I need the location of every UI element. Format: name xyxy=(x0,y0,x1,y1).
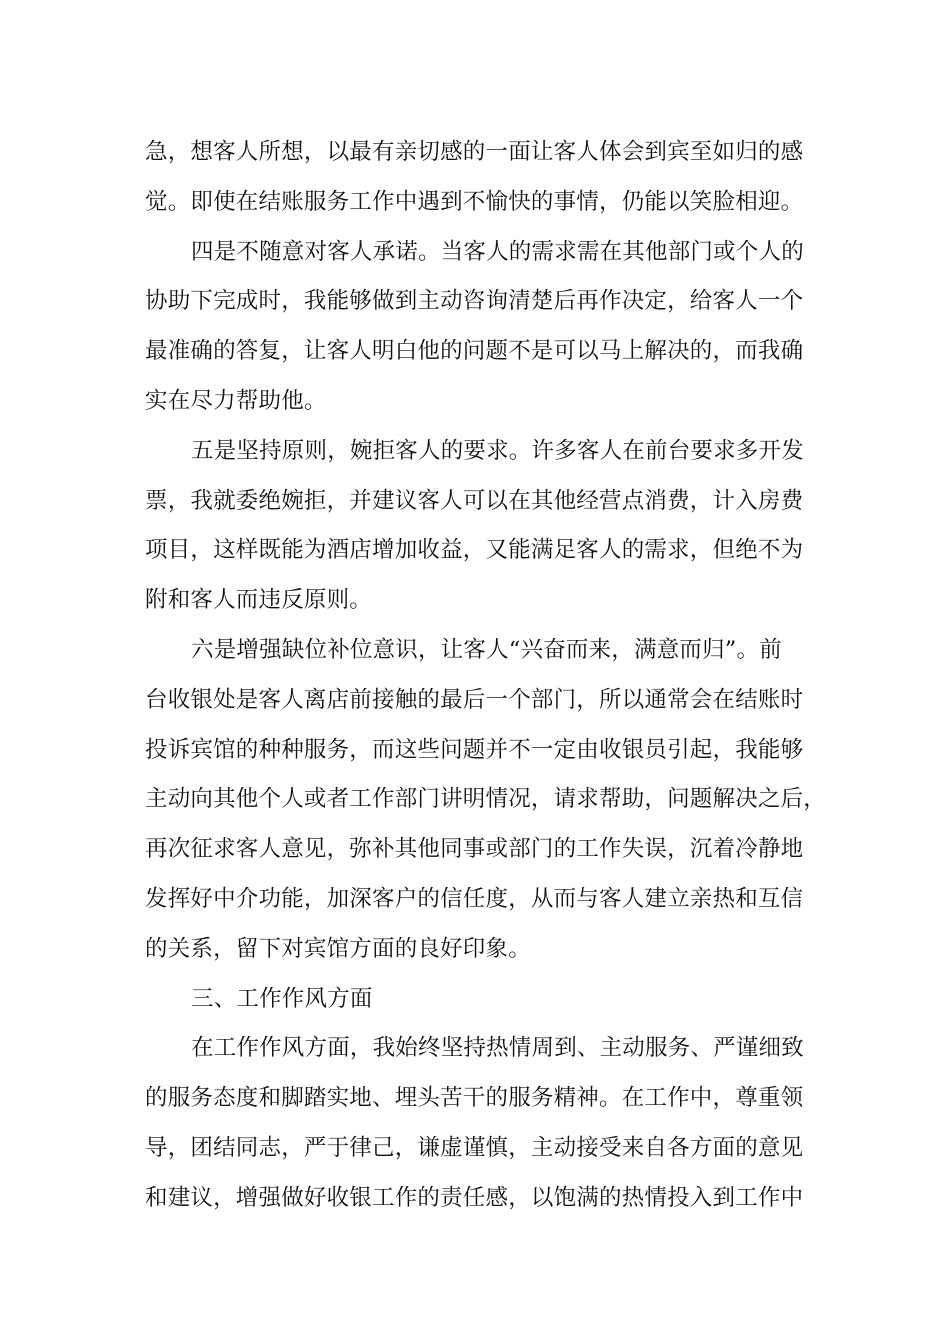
section-heading: 三、工作作风方面 xyxy=(191,985,373,1012)
text-line-15: 再次征求客人意见，弥补其他同事或部门的工作失误，沉着冷静地 xyxy=(145,836,804,863)
text-line-20: 的服务态度和脚踏实地、埋头苦干的服务精神。在工作中，尊重领 xyxy=(145,1085,804,1112)
text-line-1: 急，想客人所想，以最有亲切感的一面让客人体会到宾至如归的感 xyxy=(145,139,804,165)
text-line-22: 和建议，增强做好收银工作的责任感，以饱满的热情投入到工作中 xyxy=(145,1184,804,1211)
text-line-8: 票，我就委绝婉拒，并建议客人可以在其他经营点消费，计入房费 xyxy=(145,487,804,514)
text-line-3: 四是不随意对客人承诺。当客人的需求需在其他部门或个人的 xyxy=(191,238,804,265)
text-line-13: 投诉宾馆的种种服务，而这些问题并不一定由收银员引起，我能够 xyxy=(145,736,804,763)
text-line-14: 主动向其他个人或者工作部门讲明情况，请求帮助，问题解决之后， xyxy=(145,786,827,813)
text-line-16: 发挥好中介功能，加深客户的信任度，从而与客人建立亲热和互信 xyxy=(145,885,804,912)
text-line-6: 实在尽力帮助他。 xyxy=(145,387,327,414)
text-line-2: 觉。即使在结账服务工作中遇到不愉快的事情，仍能以笑脸相迎。 xyxy=(145,188,804,215)
text-line-12: 台收银处是客人离店前接触的最后一个部门，所以通常会在结账时 xyxy=(145,686,804,713)
text-line-21: 导，团结同志，严于律己，谦虚谨慎，主动接受来自各方面的意见 xyxy=(145,1134,804,1161)
text-line-4: 协助下完成时，我能够做到主动咨询清楚后再作决定，给客人一个 xyxy=(145,288,804,315)
text-line-11: 六是增强缺位补位意识，让客人“兴奋而来，满意而归”。前 xyxy=(191,636,782,663)
document-body xyxy=(145,128,827,1224)
text-line-10: 附和客人而违反原则。 xyxy=(145,587,373,614)
text-line-19: 在工作作风方面，我始终坚持热情周到、主动服务、严谨细致 xyxy=(191,1035,804,1062)
text-line-17: 的关系，留下对宾馆方面的良好印象。 xyxy=(145,935,531,962)
text-line-9: 项目，这样既能为酒店增加收益，又能满足客人的需求，但绝不为 xyxy=(145,537,804,564)
text-line-5: 最准确的答复，让客人明白他的问题不是可以马上解决的，而我确 xyxy=(145,338,804,365)
text-line-7: 五是坚持原则，婉拒客人的要求。许多客人在前台要求多开发 xyxy=(191,437,804,464)
